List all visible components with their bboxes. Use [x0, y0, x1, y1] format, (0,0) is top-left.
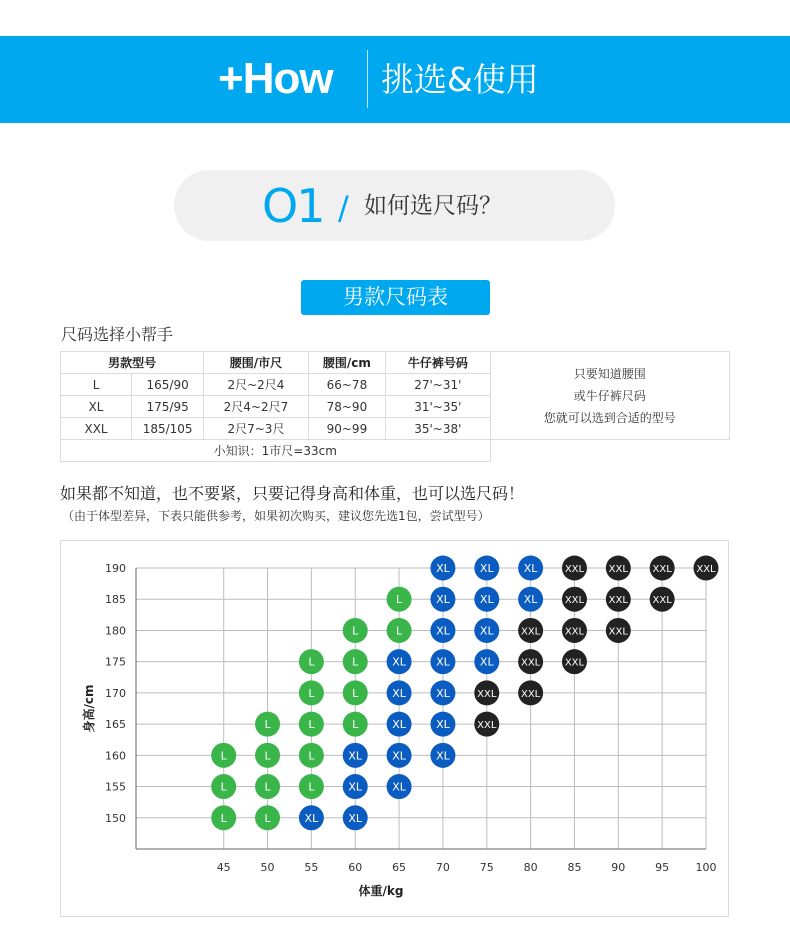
- cell-waist-shichi: 2尺4~2尺7: [204, 396, 309, 418]
- size-helper-label: 尺码选择小帮手: [61, 325, 174, 344]
- size-scatter-chart: [61, 541, 730, 918]
- data-point-label: XL: [436, 624, 450, 638]
- data-point-label: XL: [392, 718, 406, 732]
- x-tick-label: 65: [392, 861, 407, 874]
- x-tick-label: 75: [479, 861, 494, 874]
- data-point-label: L: [264, 780, 271, 794]
- data-point-label: XL: [348, 749, 363, 763]
- cell-waist-cm: 90~99: [308, 418, 385, 440]
- cell-size: XXL: [61, 418, 132, 440]
- data-point-label: L: [396, 593, 403, 607]
- header-waist-shichi: 腰围/市尺: [204, 352, 309, 374]
- y-tick-label: 155: [105, 780, 126, 794]
- data-point-label: XL: [304, 811, 319, 825]
- y-tick-label: 175: [105, 655, 126, 669]
- y-axis-title: 身高/cm: [82, 684, 96, 733]
- cell-size: XL: [61, 396, 132, 418]
- data-point-label: XL: [436, 562, 450, 575]
- data-point-label: XXL: [520, 626, 541, 638]
- data-point-label: L: [308, 780, 315, 794]
- x-tick-label: 60: [348, 861, 363, 874]
- data-point-label: XXL: [564, 657, 585, 669]
- y-tick-label: 165: [105, 718, 126, 732]
- header-jeans-size: 牛仔裤号码: [386, 352, 491, 374]
- data-point-label: L: [352, 655, 359, 669]
- cell-jeans: 35'~38': [386, 418, 491, 440]
- data-point-label: XXL: [652, 564, 672, 575]
- data-point-label: XXL: [564, 564, 585, 575]
- data-point-label: XL: [436, 655, 450, 669]
- data-point-label: XXL: [696, 564, 716, 575]
- data-point-label: XXL: [520, 688, 541, 700]
- data-point-label: XL: [392, 780, 406, 794]
- y-tick-label: 150: [105, 811, 126, 825]
- banner-how-label: +How: [218, 54, 333, 103]
- y-tick-label: 185: [105, 593, 126, 607]
- cell-spec: 165/90: [132, 374, 204, 396]
- data-point-label: XL: [479, 624, 494, 638]
- header-model: 男款型号: [61, 352, 204, 374]
- banner-divider: [367, 50, 368, 108]
- cell-size: L: [61, 374, 132, 396]
- cell-waist-cm: 66~78: [308, 374, 385, 396]
- table-header-row: [61, 352, 730, 374]
- data-point-label: L: [308, 655, 315, 669]
- data-point-label: L: [264, 749, 271, 763]
- data-point-label: XL: [392, 655, 406, 669]
- x-axis-title: 体重/kg: [358, 884, 404, 898]
- data-point-label: XL: [348, 780, 363, 794]
- data-point-label: XL: [523, 562, 538, 575]
- data-point-label: XL: [348, 811, 363, 825]
- x-tick-label: 80: [523, 861, 538, 874]
- data-point-label: XXL: [608, 626, 628, 638]
- cell-jeans: 31'~35': [386, 396, 491, 418]
- data-point-label: XL: [479, 593, 494, 607]
- cell-waist-cm: 78~90: [308, 396, 385, 418]
- table-footnote: 小知识：1市尺=33cm: [61, 440, 491, 462]
- data-point-label: XL: [436, 749, 450, 763]
- x-tick-label: 90: [611, 861, 626, 874]
- data-point-label: XL: [436, 686, 450, 700]
- x-tick-label: 45: [216, 861, 231, 874]
- table-note: [490, 352, 729, 440]
- cell-waist-shichi: 2尺~2尺4: [204, 374, 309, 396]
- tip-sub: （由于体型差异，下表只能供参考，如果初次购买，建议您先选1包，尝试型号）: [62, 509, 490, 523]
- tip-main: 如果都不知道，也不要紧，只要记得身高和体重，也可以选尺码！: [60, 484, 525, 503]
- x-tick-label: 50: [260, 861, 275, 874]
- data-point-label: XXL: [520, 657, 541, 669]
- cell-jeans: 27'~31': [386, 374, 491, 396]
- data-point-label: XL: [479, 655, 494, 669]
- size-table-title: 男款尺码表: [301, 280, 490, 315]
- size-table: [60, 351, 730, 462]
- cell-spec: 175/95: [132, 396, 204, 418]
- table-footnote-row: [61, 440, 730, 462]
- question-pill: [174, 170, 615, 241]
- question-slash: /: [338, 189, 349, 227]
- data-point-label: XL: [392, 749, 406, 763]
- data-point-label: XXL: [564, 626, 585, 638]
- data-point-label: L: [308, 686, 315, 700]
- cell-waist-shichi: 2尺7~3尺: [204, 418, 309, 440]
- data-point-label: XL: [436, 593, 450, 607]
- x-tick-label: 70: [435, 861, 450, 874]
- data-point-label: L: [220, 811, 227, 825]
- note-line: 只要知道腰围: [573, 366, 646, 381]
- y-tick-label: 170: [105, 686, 126, 700]
- question-number: O1: [262, 179, 324, 233]
- y-tick-label: 160: [105, 749, 126, 763]
- data-point-label: XXL: [477, 688, 497, 700]
- banner-title: 挑选&使用: [381, 60, 539, 99]
- data-point-label: L: [220, 749, 227, 763]
- data-point-label: XL: [523, 593, 538, 607]
- x-tick-label: 100: [695, 861, 717, 874]
- size-chart-box: [60, 540, 729, 917]
- y-tick-label: 180: [105, 624, 126, 638]
- data-point-label: L: [308, 718, 315, 732]
- data-point-label: XL: [479, 562, 494, 575]
- data-point-label: L: [396, 624, 403, 638]
- cell-spec: 185/105: [132, 418, 204, 440]
- header-banner: [0, 36, 790, 123]
- data-point-label: L: [308, 749, 315, 763]
- x-tick-label: 85: [567, 861, 582, 874]
- note-line: 您就可以选到合适的型号: [543, 410, 676, 425]
- data-point-label: L: [352, 718, 359, 732]
- x-tick-label: 95: [655, 861, 670, 874]
- data-point-label: XXL: [608, 595, 628, 607]
- data-point-label: L: [264, 718, 271, 732]
- x-tick-label: 55: [304, 861, 319, 874]
- data-point-label: XXL: [652, 595, 672, 607]
- data-point-label: XXL: [608, 564, 628, 575]
- data-point-label: L: [264, 811, 271, 825]
- data-point-label: XXL: [564, 595, 585, 607]
- data-point-label: L: [352, 686, 359, 700]
- data-point-label: L: [220, 780, 227, 794]
- data-point-label: XXL: [477, 720, 497, 732]
- header-waist-cm: 腰围/cm: [308, 352, 385, 374]
- data-point-label: L: [352, 624, 359, 638]
- question-text: 如何选尺码？: [364, 193, 502, 219]
- data-point-label: XL: [392, 686, 406, 700]
- y-tick-label: 190: [105, 562, 126, 575]
- note-line: 或牛仔裤尺码: [573, 388, 646, 403]
- data-point-label: XL: [436, 718, 450, 732]
